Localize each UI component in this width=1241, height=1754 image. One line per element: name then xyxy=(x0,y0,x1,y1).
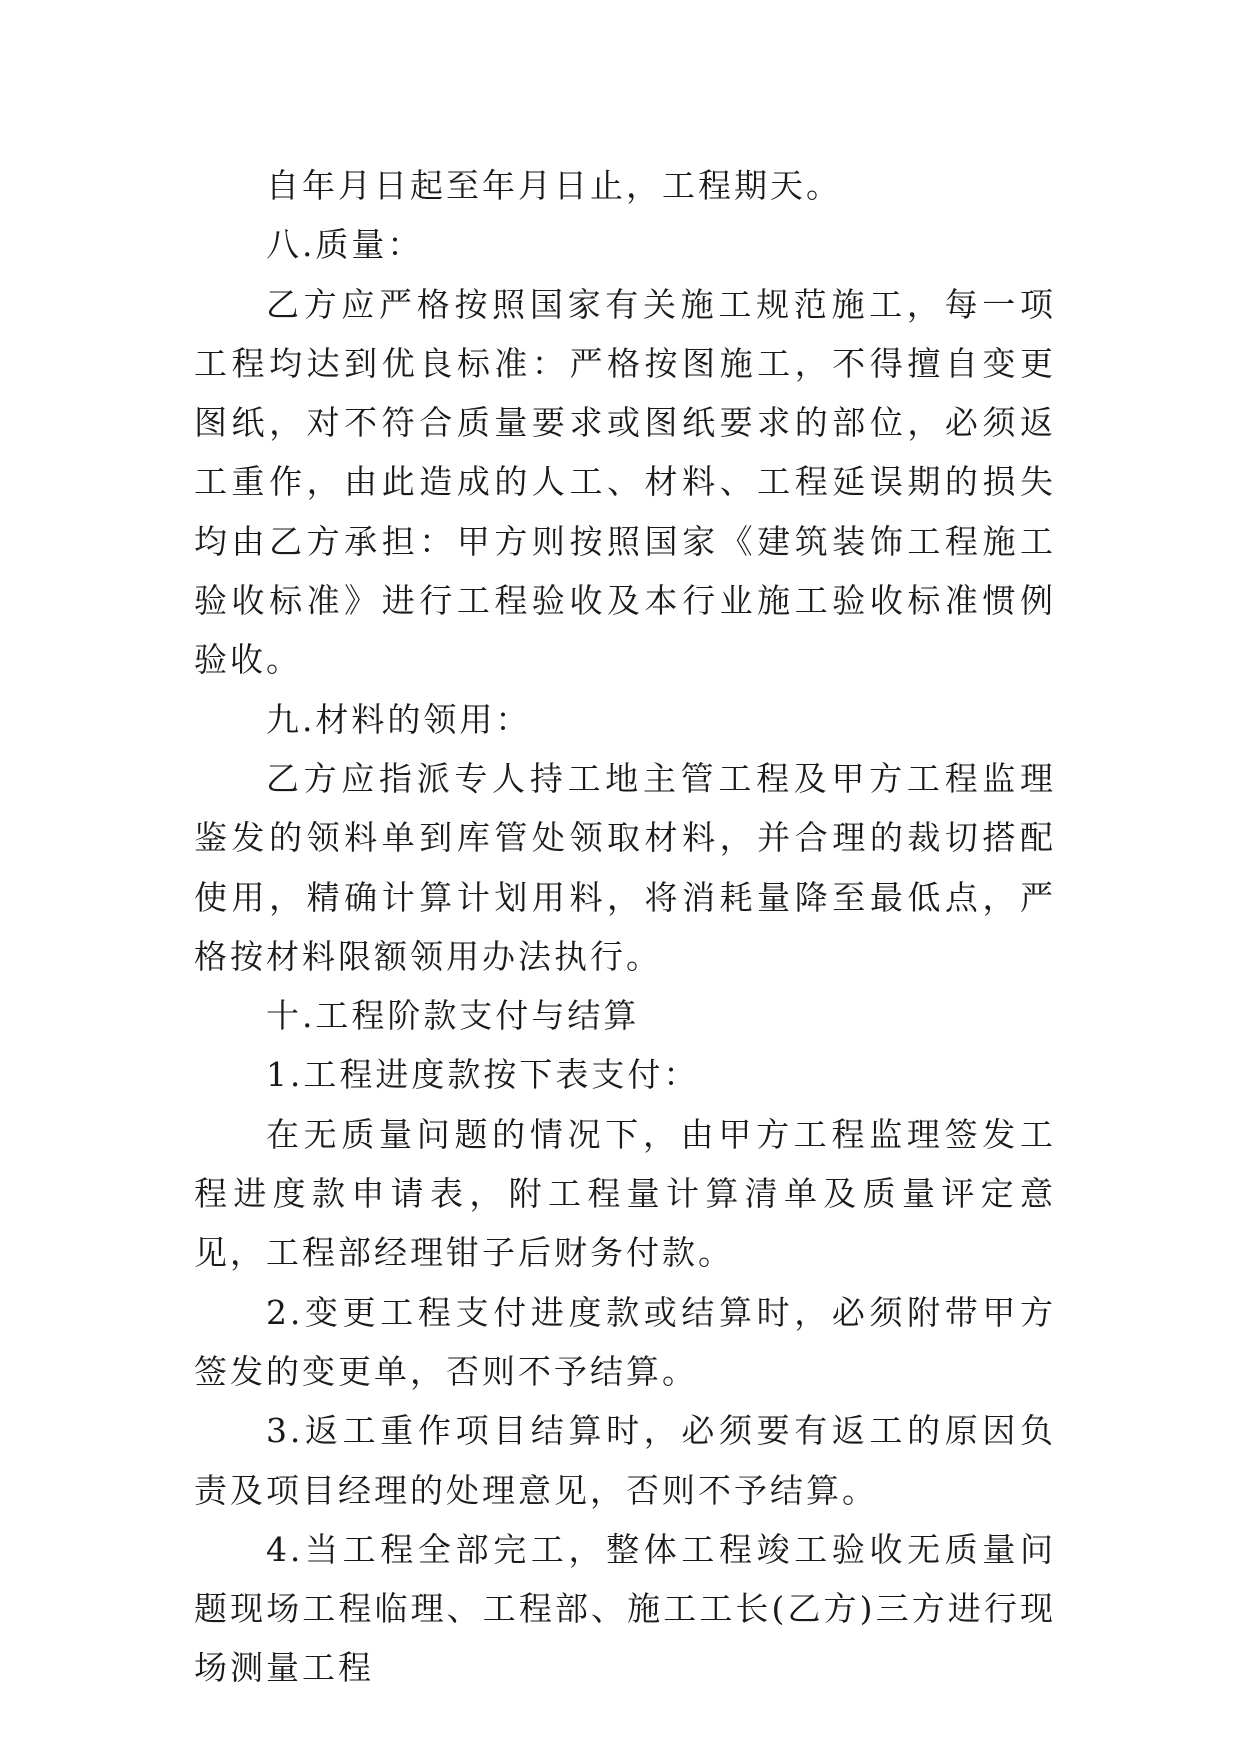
paragraph-quality-requirements: 乙方应严格按照国家有关施工规范施工，每一项工程均达到优良标准：严格按图施工，不得擅自变更图纸，对不符合质量要求或图纸要求的部位，必须返工重作，由此造成的人工、材料、工程延误期的损失均由乙方承担：甲方则按照国家《建筑装饰工程施工验收标准》进行工程验收及本行业施工验收标准惯例验收。 xyxy=(194,284,1056,680)
clause-2-change-orders: 2.变更工程支付进度款或结算时，必须附带甲方签发的变更单，否则不予结算。 xyxy=(194,1292,1056,1391)
paragraph-progress-payment-details: 在无质量问题的情况下，由甲方工程监理签发工程进度款申请表，附工程量计算清单及质量评定意见，工程部经理钳子后财务付款。 xyxy=(194,1114,1056,1273)
paragraph-material-requirements: 乙方应指派专人持工地主管工程及甲方工程监理鉴发的领料单到库管处领取材料，并合理的裁切搭配使用，精确计算计划用料，将消耗量降至最低点，严格按材料限额领用办法执行。 xyxy=(194,758,1056,976)
section-heading-quality: 八.质量： xyxy=(265,225,424,265)
paragraph-construction-period: 自年月日起至年月日止，工程期天。 xyxy=(265,166,842,205)
clause-1-progress-payment: 1.工程进度款按下表支付： xyxy=(265,1055,700,1095)
document-body xyxy=(194,156,1056,1698)
clause-3-rework-settlement: 3.返工重作项目结算时，必须要有返工的原因负责及项目经理的处理意见，否则不予结算。 xyxy=(194,1411,1056,1510)
clause-4-final-acceptance: 4.当工程全部完工，整体工程竣工验收无质量问题现场工程临理、工程部、施工工长(乙方)三方进行现场测量工程 xyxy=(194,1529,1056,1688)
section-heading-payment-settlement: 十.工程阶款支付与结算 xyxy=(265,996,640,1036)
section-heading-material-use: 九.材料的领用： xyxy=(265,699,532,739)
